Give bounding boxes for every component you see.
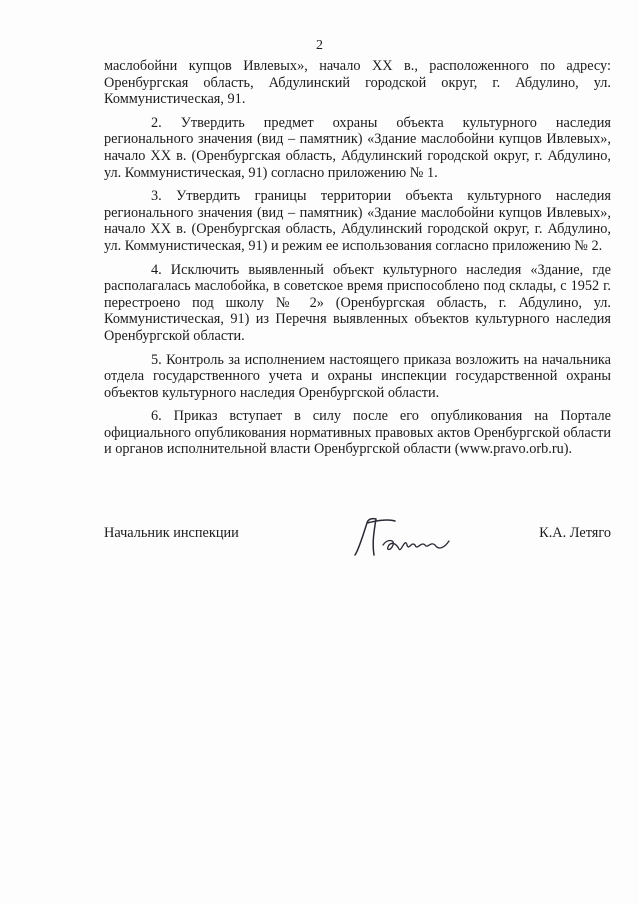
signatory-name: К.А. Летяго xyxy=(539,525,611,541)
paragraph-item-5: 5. Контроль за исполнением настоящего приказа возложить на начальника отдела государственного учета и охраны инспекции государственной охраны объектов культурного наследия Оренбургской области. xyxy=(104,351,611,401)
signature-block xyxy=(104,515,611,565)
paragraph-item-2: 2. Утвердить предмет охраны объекта культурного наследия регионального значения (вид – памятник) «Здание маслобойни купцов Ивлевых», начало XX в. (Оренбургская область, Абдулинский городской округ, г. Абдулино, ул. Коммунистическая, 91) согласно приложению № 1. xyxy=(104,114,611,181)
page-number: 2 xyxy=(316,38,323,53)
paragraph-item-3: 3. Утвердить границы территории объекта культурного наследия регионального значения (вид – памятник) «Здание маслобойни купцов Ивлевых», начало XX в. (Оренбургская область, Абдулинский городской округ, г. Абдулино, ул. Коммунистическая, 91) и режим ее использования согласно приложению № 2. xyxy=(104,188,611,254)
paragraph-continuation: маслобойни купцов Ивлевых», начало XX в., расположенного по адресу: Оренбургская область, Абдулинский городской округ, г. Абдулино, ул. Коммунистическая, 91. xyxy=(104,58,611,108)
order-body xyxy=(104,58,611,458)
signatory-position: Начальник инспекции xyxy=(104,525,239,541)
handwritten-signature xyxy=(349,515,459,561)
paragraph-item-6: 6. Приказ вступает в силу после его опубликования на Портале официального опубликования нормативных правовых актов Оренбургской области и органов исполнительной власти Оренбургской области (www.pravo.orb.ru). xyxy=(104,408,611,458)
paragraph-item-4: 4. Исключить выявленный объект культурного наследия «Здание, где располагалась маслобойка, в советское время приспособлено под склады, с 1952 г. перестроено под школу № 2» (Оренбургская область, г. Абдулино, ул. Коммунистическая, 91) из Перечня выявленных объектов культурного наследия Оренбургской области. xyxy=(104,261,611,344)
